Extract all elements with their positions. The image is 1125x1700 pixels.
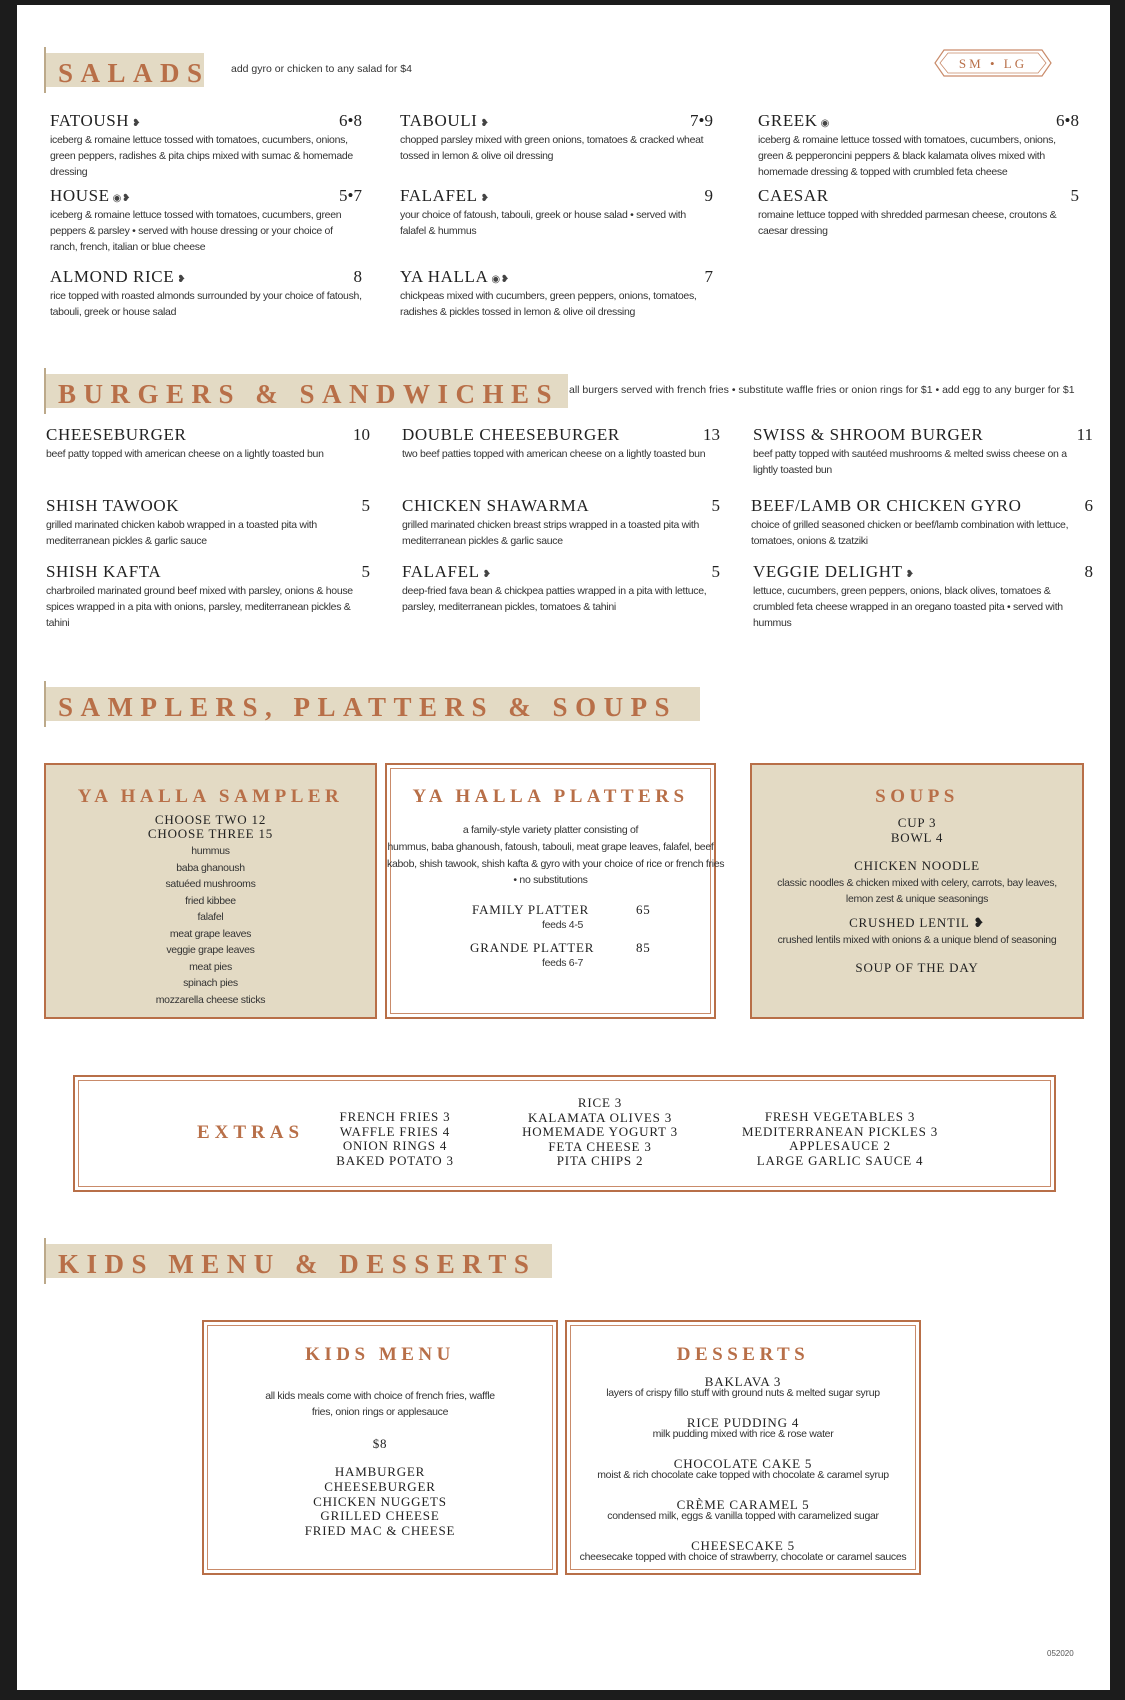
item-description: charbroiled marinated ground beef mixed with parsley, onions & house spices wrapped in a pita with onions, parsley, mediterranean pickles & tahini [46,585,353,629]
dietary-icon: ❥ [177,274,187,285]
menu-item [402,496,720,566]
dietary-icon: ◉ [820,118,830,129]
item-description: grilled marinated chicken kabob wrapped in a toasted pita with mediterranean pickles & garlic sauce [46,519,317,547]
kids-header [44,1244,552,1278]
extra-item: BAKED POTATO 3 [336,1152,454,1168]
size-badge-label: SM • LG [958,56,1028,71]
kids-meal-item: CHEESEBURGER [324,1478,436,1494]
menu-item [46,496,370,566]
item-description: lettuce, cucumbers, green peppers, onions, black olives, tomatoes & crumbled feta cheese wrapped in an oregano toasted pita • served with hummus [753,585,1063,629]
item-description: iceberg & romaine lettuce tossed with tomatoes, cucumbers, onions, green & pepperoncini peppers & black kalamata olives mixed with homemade dressing & topped with crumbled feta cheese [758,134,1056,178]
desserts-box [565,1320,921,1575]
soup-of-the-day: SOUP OF THE DAY [855,960,979,975]
menu-item [50,267,362,337]
kids-meal-item: GRILLED CHEESE [320,1508,440,1524]
sampler-option: meat pies [189,960,232,973]
grande-platter-price: 85 [636,940,651,955]
kids-box [202,1320,558,1575]
item-price: 6•8 [339,111,362,130]
item-description: iceberg & romaine lettuce tossed with tomatoes, cucumbers, onions, green peppers, radishes & pita chips mixed with sumac & homemade dressing [50,134,353,178]
menu-item [400,267,713,337]
platters-desc-3: kabob, shish tawook, shish kafta & gyro with your choice of rice or french fries [387,858,725,870]
extra-item: WAFFLE FRIES 4 [339,1123,451,1139]
sampler-option: meat grape leaves [169,927,252,940]
chicken-noodle-desc-2: lemon zest & unique seasonings [845,893,989,905]
extra-item: ONION RINGS 4 [342,1138,448,1153]
burgers-title: BURGERS & SANDWICHES [58,379,560,409]
desserts-title: DESSERTS [676,1344,810,1365]
crushed-lentil-name: CRUSHED LENTIL ❥ [849,915,985,930]
soups-box [750,763,1084,1019]
menu-item [751,496,1093,566]
item-price: 8 [1084,562,1093,581]
item-description: chopped parsley mixed with green onions, tomatoes & cracked wheat tossed in lemon & olive oil dressing [400,134,704,162]
dietary-icon: ◉❥ [491,274,510,285]
item-description: beef patty topped with sautéed mushrooms & melted swiss cheese on a lightly toasted bun [753,448,1067,476]
extra-item: PITA CHIPS 2 [556,1153,644,1168]
menu-item [46,562,370,632]
item-name: GREEK ◉ [758,111,830,130]
item-description: deep-fried fava bean & chickpea patties wrapped in a pita with lettuce, parsley, mediterranean pickles, tomatoes & tahini [402,585,707,613]
item-name: ALMOND RICE ❥ [50,267,187,286]
dessert-description: milk pudding mixed with rice & rose water [652,1428,834,1440]
item-name: CAESAR [758,186,829,205]
dietary-icon: ❥ [482,569,492,580]
kids-meal-item: CHICKEN NUGGETS [313,1493,447,1509]
item-description: beef patty topped with american cheese on a lightly toasted bun [46,448,324,460]
menu-item [402,562,720,632]
menu-item [753,562,1093,632]
item-name: HOUSE ◉❥ [50,186,131,205]
sampler-option: spinach pies [183,977,238,989]
dietary-icon: ◉❥ [112,193,131,204]
soup-cup: CUP 3 [897,815,937,830]
item-description: your choice of fatoush, tabouli, greek or house salad • served with falafel & hummus [400,209,686,237]
dessert-name: CHOCOLATE CAKE 5 [673,1456,813,1471]
item-price: 7 [704,267,713,286]
sampler-option: fried kibbee [185,894,236,907]
menu-item [758,186,1079,256]
item-name: TABOULI ❥ [400,111,490,130]
samplers-title: SAMPLERS, PLATTERS & SOUPS [58,692,678,722]
sampler-option: falafel [197,911,224,923]
burgers-header [44,374,568,408]
family-platter-price: 65 [636,902,651,917]
dessert-name: BAKLAVA 3 [704,1374,782,1389]
item-price: 13 [703,425,720,444]
extra-item: APPLESAUCE 2 [789,1138,891,1153]
item-name: SHISH KAFTA [46,562,162,581]
item-price: 9 [704,186,713,205]
extra-item: KALAMATA OLIVES 3 [528,1109,672,1125]
item-name: CHICKEN SHAWARMA [402,496,590,515]
kids-section-title: KIDS MENU & DESSERTS [58,1249,537,1279]
item-price: 6•8 [1056,111,1079,130]
platters-title: YA HALLA PLATTERS [412,786,689,807]
soups-title: SOUPS [875,786,959,807]
sampler-option: mozzarella cheese sticks [155,993,266,1006]
grande-platter-feeds: feeds 6-7 [542,957,584,969]
item-name: FALAFEL ❥ [400,186,490,205]
item-price: 11 [1076,425,1093,444]
menu-item [46,425,370,495]
dessert-description: layers of crispy fillo stuff with ground nuts & melted sugar syrup [606,1387,880,1399]
extra-item: LARGE GARLIC SAUCE 4 [756,1152,924,1168]
extra-item: MEDITERRANEAN PICKLES 3 [741,1123,939,1139]
kids-price: $8 [372,1436,388,1451]
extra-item: HOMEMADE YOGURT 3 [522,1124,678,1139]
item-price: 5 [711,562,720,581]
extra-item: FETA CHEESE 3 [548,1138,652,1154]
salads-header [44,53,210,88]
item-name: DOUBLE CHEESEBURGER [402,425,620,444]
extra-item: FRESH VEGETABLES 3 [764,1109,916,1124]
dessert-description: cheesecake topped with choice of strawberry, chocolate or caramel sauces [579,1551,907,1563]
item-description: romaine lettuce topped with shredded parmesan cheese, croutons & caesar dressing [758,209,1057,237]
burgers-note: all burgers served with french fries • substitute waffle fries or onion rings for $1 • add egg to any burger for $1 [569,384,1075,396]
chicken-noodle-desc-1: classic noodles & chicken mixed with celery, carrots, bay leaves, [777,877,1057,889]
kids-title: KIDS MENU [305,1344,455,1365]
item-description: iceberg & romaine lettuce tossed with tomatoes, cucumbers, green peppers & parsley • served with house dressing or your choice of ranch, french, italian or blue cheese [50,209,342,253]
sampler-option: baba ghanoush [176,861,245,874]
extras-title: EXTRAS [197,1122,305,1143]
menu-item [400,186,713,256]
sampler-option: satuéed mushrooms [165,878,256,890]
extra-item: RICE 3 [577,1095,623,1110]
item-name: CHEESEBURGER [46,425,187,444]
kids-note-2: fries, onion rings or applesauce [311,1406,449,1418]
kids-meal-item: HAMBURGER [334,1464,426,1479]
platters-box [385,763,725,1019]
platters-desc-1: a family-style variety platter consisting of [462,824,639,836]
dessert-description: moist & rich chocolate cake topped with chocolate & caramel syrup [597,1469,889,1481]
item-name: FATOUSH ❥ [50,111,142,130]
chicken-noodle-name: CHICKEN NOODLE [854,858,980,873]
dessert-name: RICE PUDDING 4 [686,1415,800,1430]
kids-meal-item: FRIED MAC & CHEESE [304,1523,456,1539]
extras-box [73,1075,1056,1192]
item-name: FALAFEL ❥ [402,562,492,581]
dessert-name: CHEESECAKE 5 [691,1538,795,1553]
soup-bowl: BOWL 4 [890,830,944,845]
dessert-name: CRÈME CARAMEL 5 [676,1497,810,1512]
item-price: 5 [361,562,370,581]
item-name: VEGGIE DELIGHT ❥ [753,562,915,581]
item-name: YA HALLA ◉❥ [400,267,510,286]
grande-platter-name: GRANDE PLATTER [470,940,595,955]
sampler-choose-three: CHOOSE THREE 15 [147,826,274,841]
salads-title: SALADS [58,58,210,88]
platters-desc-2: hummus, baba ghanoush, fatoush, tabouli, meat grape leaves, falafel, beef [387,841,714,853]
family-platter-name: FAMILY PLATTER [472,902,590,917]
sampler-option: veggie grape leaves [166,944,255,956]
menu-page [17,5,1110,1690]
sampler-box [44,763,377,1019]
item-price: 5 [361,496,370,515]
platters-desc-4: • no substitutions [513,874,588,886]
sampler-title: YA HALLA SAMPLER [77,786,344,807]
item-price: 8 [353,267,362,286]
crushed-lentil-desc: crushed lentils mixed with onions & a unique blend of seasoning [777,934,1057,946]
item-name: SHISH TAWOOK [46,496,180,515]
dietary-icon: ❥ [480,193,490,204]
menu-item [50,111,362,181]
item-price: 5 [711,496,720,515]
menu-item [402,425,720,495]
dietary-icon: ❥ [905,569,915,580]
sampler-choose-two: CHOOSE TWO 12 [154,812,267,827]
item-price: 7•9 [690,111,713,130]
menu-item [400,111,713,181]
item-description: chickpeas mixed with cucumbers, green peppers, onions, tomatoes, radishes & pickles tossed in lemon & olive oil dressing [400,290,697,318]
item-description: choice of grilled seasoned chicken or beef/lamb combination with lettuce, tomatoes, onions & tzatziki [751,519,1069,547]
item-name: BEEF/LAMB OR CHICKEN GYRO [751,496,1022,515]
item-description: two beef patties topped with american cheese on a lightly toasted bun [402,448,706,460]
item-price: 6 [1084,496,1093,515]
item-description: rice topped with roasted almonds surrounded by your choice of fatoush, tabouli, greek or house salad [50,290,362,318]
sampler-option: hummus [191,845,230,857]
footer-code: 052020 [1047,1649,1074,1658]
dietary-icon: ❥ [132,118,142,129]
item-price: 5•7 [339,186,362,205]
item-price: 5 [1070,186,1079,205]
menu-item [753,425,1093,495]
kids-note-1: all kids meals come with choice of french fries, waffle [265,1390,495,1402]
menu-item [50,186,362,256]
extra-item: FRENCH FRIES 3 [339,1109,451,1124]
family-platter-feeds: feeds 4-5 [542,919,584,931]
salads-note: add gyro or chicken to any salad for $4 [231,63,412,75]
dessert-description: condensed milk, eggs & vanilla topped with caramelized sugar [607,1510,879,1522]
dietary-icon: ❥ [480,118,490,129]
item-description: grilled marinated chicken breast strips wrapped in a toasted pita with mediterranean pickles & garlic sauce [402,519,700,547]
item-price: 10 [353,425,370,444]
item-name: SWISS & SHROOM BURGER [753,425,984,444]
menu-item [758,111,1079,181]
samplers-header [44,687,700,721]
